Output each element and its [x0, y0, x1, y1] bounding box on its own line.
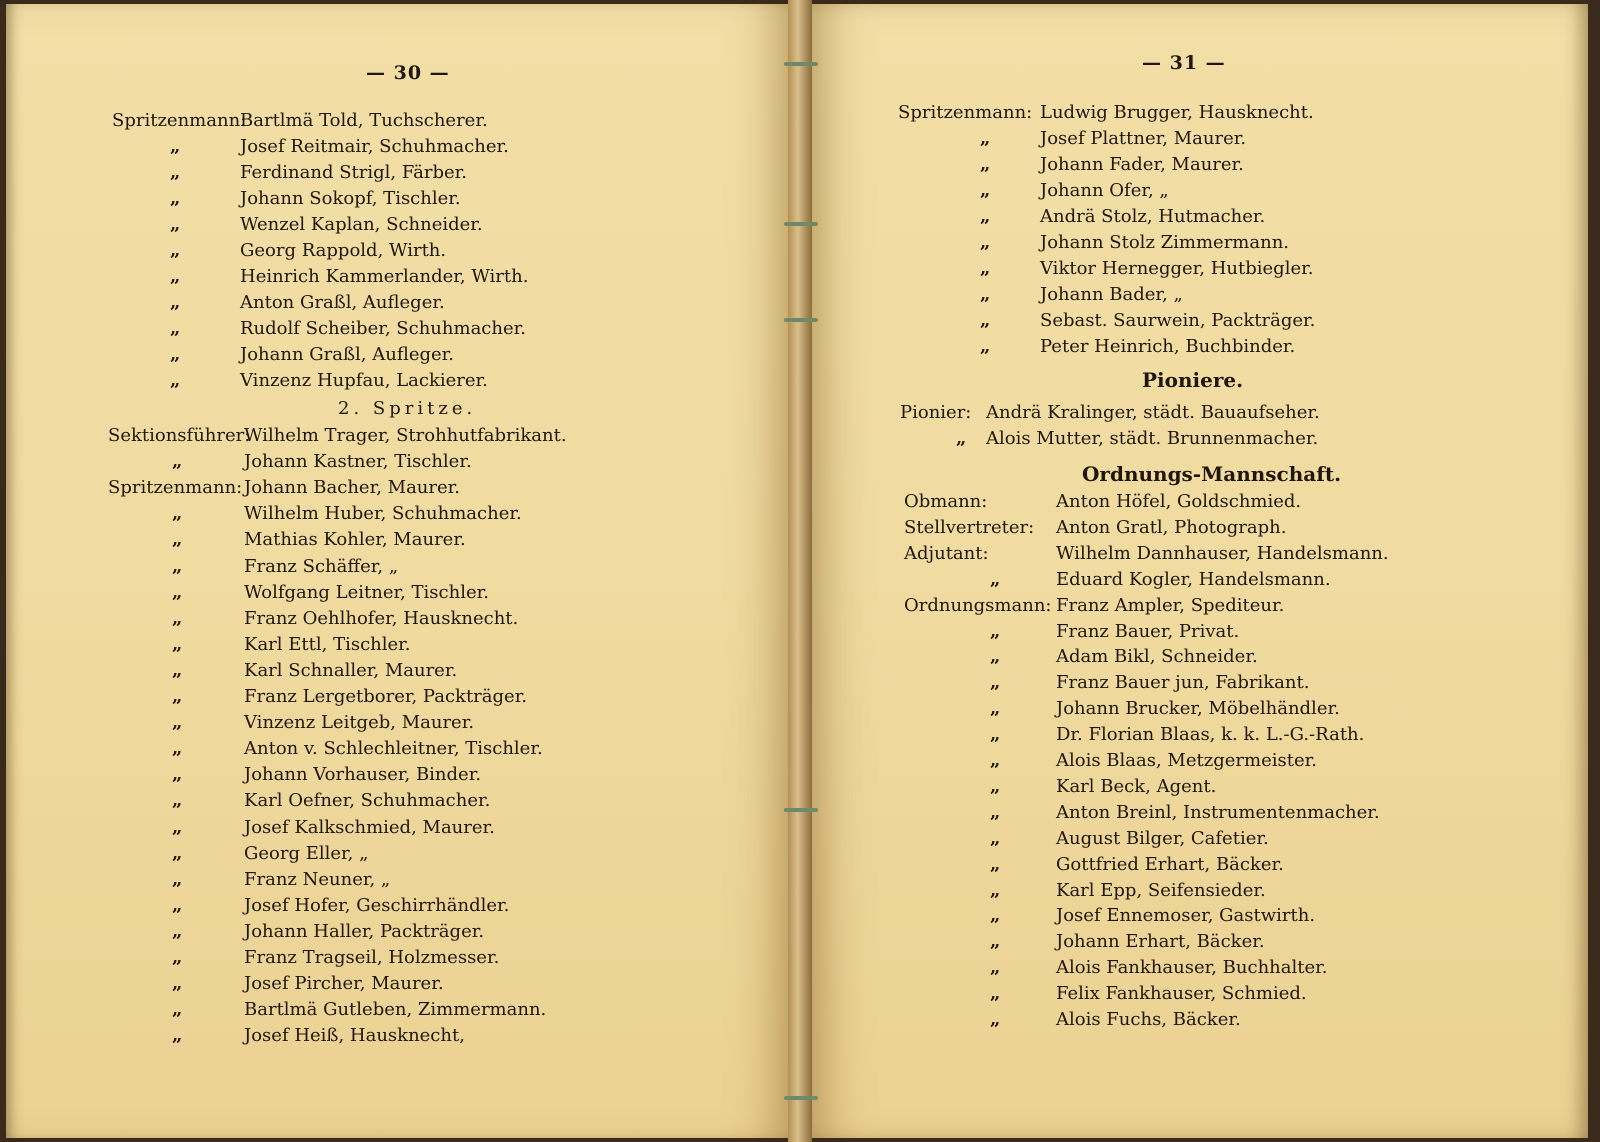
entry-name: Viktor Hernegger, Hutbiegler. — [1040, 258, 1314, 279]
entry-name: Johann Brucker, Möbelhändler. — [1056, 698, 1340, 720]
entry-name: Anton Höfel, Goldschmied. — [1056, 491, 1302, 512]
entry-name: Franz Bauer jun, Fabrikant. — [1056, 672, 1310, 694]
entry-role: „ — [170, 318, 181, 339]
entry-role: „ — [990, 750, 1001, 771]
entry-role: „ — [172, 607, 183, 629]
binding-stitch — [784, 808, 818, 812]
entry-role: „ — [980, 336, 991, 357]
entry-role: „ — [172, 1025, 183, 1047]
entry-name: August Bilger, Cafetier. — [1056, 827, 1269, 849]
entry-role: „ — [172, 816, 183, 838]
entry-name: Anton Graßl, Aufleger. — [240, 292, 445, 313]
entry-role: „ — [980, 258, 991, 279]
entry-name: Josef Heiß, Hausknecht, — [244, 1025, 465, 1047]
entry-role: „ — [170, 344, 181, 365]
entry-name: Johann Sokopf, Tischler. — [240, 188, 461, 209]
entry-role: Adjutant: — [904, 542, 989, 564]
entry-name: Josef Ennemoser, Gastwirth. — [1056, 905, 1316, 927]
entry-role: „ — [170, 188, 181, 209]
entry-role: Sektionsführer: — [108, 425, 251, 446]
entry-role: „ — [172, 973, 183, 995]
entry-role: „ — [980, 310, 991, 331]
entry-name: Anton Gratl, Photograph. — [1056, 516, 1287, 538]
entry-role: „ — [980, 206, 991, 227]
entry-name: Wilhelm Huber, Schuhmacher. — [244, 503, 522, 525]
entry-role: „ — [172, 999, 183, 1021]
entry-role: „ — [990, 983, 1001, 1005]
entry-role: „ — [990, 801, 1001, 823]
entry-name: Andrä Kralinger, städt. Bauaufseher. — [986, 402, 1320, 423]
entry-role: „ — [990, 698, 1001, 720]
entry-role: „ — [172, 947, 183, 968]
entry-role: „ — [172, 659, 183, 681]
entry-name: Johann Erhart, Bäcker. — [1056, 931, 1265, 953]
entry-name: Wolfgang Leitner, Tischler. — [244, 581, 489, 603]
entry-name: Johann Bacher, Maurer. — [244, 477, 460, 499]
entry-role: „ — [990, 646, 1001, 668]
binding-stitch — [784, 62, 818, 66]
entry-name: Johann Bader, „ — [1040, 284, 1183, 305]
entry-name: Wilhelm Trager, Strohhutfabrikant. — [244, 425, 567, 446]
entry-name: Franz Neuner, „ — [244, 868, 391, 890]
binding-stitch — [784, 1096, 818, 1100]
entry-role: „ — [980, 284, 991, 305]
entry-name: Bartlmä Gutleben, Zimmermann. — [244, 999, 547, 1021]
entry-name: Franz Ampler, Spediteur. — [1056, 594, 1285, 616]
entry-role: „ — [990, 879, 1001, 901]
entry-role: „ — [172, 555, 183, 577]
entry-name: Heinrich Kammerlander, Wirth. — [240, 266, 529, 287]
entry-name: Alois Fuchs, Bäcker. — [1056, 1009, 1241, 1030]
entry-role: „ — [990, 672, 1001, 694]
entry-name: Gottfried Erhart, Bäcker. — [1056, 853, 1284, 875]
entry-role: Pionier: — [900, 402, 972, 423]
entry-role: „ — [990, 905, 1001, 927]
entry-name: Josef Plattner, Maurer. — [1040, 128, 1247, 149]
entry-name: Karl Schnaller, Maurer. — [244, 659, 458, 681]
entry-role: „ — [170, 136, 181, 157]
entry-name: Vinzenz Hupfau, Lackierer. — [240, 370, 488, 391]
entry-role: „ — [990, 1009, 1001, 1030]
entry-name: Bartlmä Told, Tuchscherer. — [240, 110, 488, 131]
entry-role: „ — [170, 162, 181, 183]
entry-role: „ — [172, 790, 183, 812]
entry-role: „ — [172, 842, 183, 864]
page-number-right: — 31 — — [1142, 52, 1226, 74]
entry-name: Alois Blaas, Metzgermeister. — [1056, 750, 1317, 771]
entry-name: Sebast. Saurwein, Packträger. — [1040, 310, 1316, 331]
entry-role: „ — [172, 764, 183, 786]
entry-role: „ — [980, 128, 991, 149]
entry-role: Stellvertreter: — [904, 516, 1035, 538]
entry-name: Johann Stolz Zimmermann. — [1040, 232, 1290, 253]
entry-role: „ — [172, 712, 183, 734]
entry-name: Dr. Florian Blaas, k. k. L.-G.-Rath. — [1056, 724, 1365, 746]
entry-name: Wenzel Kaplan, Schneider. — [240, 214, 483, 235]
entry-role: „ — [990, 724, 1001, 746]
entry-name: Peter Heinrich, Buchbinder. — [1040, 336, 1296, 357]
page-number-left: — 30 — — [366, 62, 450, 84]
entry-name: Franz Lergetborer, Packträger. — [244, 686, 528, 707]
entry-role: „ — [170, 370, 181, 391]
entry-name: Franz Schäffer, „ — [244, 555, 399, 577]
entry-role: „ — [172, 920, 183, 942]
entry-name: Adam Bikl, Schneider. — [1056, 646, 1258, 668]
entry-name: Ferdinand Strigl, Färber. — [240, 162, 467, 183]
entry-role: Ordnungsmann: — [904, 594, 1052, 616]
entry-name: Vinzenz Leitgeb, Maurer. — [244, 712, 475, 734]
entry-role: „ — [980, 154, 991, 175]
entry-name: Josef Pircher, Maurer. — [244, 973, 444, 995]
entry-name: Georg Eller, „ — [244, 842, 369, 864]
entry-role: „ — [980, 180, 991, 201]
entry-role: „ — [172, 686, 183, 707]
entry-role: „ — [956, 428, 967, 449]
binding-stitch — [784, 318, 818, 322]
section-heading-2-spritze: 2. Spritze. — [338, 398, 477, 419]
entry-role: „ — [990, 827, 1001, 849]
entry-name: Rudolf Scheiber, Schuhmacher. — [240, 318, 526, 339]
entry-name: Johann Ofer, „ — [1040, 180, 1169, 201]
entry-name: Andrä Stolz, Hutmacher. — [1040, 206, 1266, 227]
entry-name: Eduard Kogler, Handelsmann. — [1056, 568, 1331, 590]
entry-role: „ — [172, 894, 183, 916]
entry-role: „ — [170, 214, 181, 235]
entry-role: Spritzenmann: — [112, 110, 247, 131]
entry-name: Josef Reitmair, Schuhmacher. — [240, 136, 509, 157]
entry-name: Johann Fader, Maurer. — [1040, 154, 1244, 175]
entry-role: „ — [990, 931, 1001, 953]
entry-role: „ — [172, 451, 183, 473]
entry-role: „ — [990, 568, 1001, 590]
entry-name: Franz Oehlhofer, Hausknecht. — [244, 607, 519, 629]
entry-name: Josef Kalkschmied, Maurer. — [244, 816, 495, 838]
entry-name: Josef Hofer, Geschirrhändler. — [244, 894, 510, 916]
entry-name: Georg Rappold, Wirth. — [240, 240, 447, 261]
entry-name: Franz Tragseil, Holzmesser. — [244, 947, 500, 968]
entry-name: Anton v. Schlechleitner, Tischler. — [244, 738, 543, 760]
entry-role: „ — [990, 620, 1001, 642]
entry-name: Alois Mutter, städt. Brunnenmacher. — [986, 428, 1319, 449]
entry-role: „ — [172, 738, 183, 760]
entry-role: Obmann: — [904, 491, 988, 512]
entry-name: Karl Ettl, Tischler. — [244, 633, 411, 655]
entry-name: Johann Graßl, Aufleger. — [240, 344, 454, 365]
entry-role: „ — [170, 240, 181, 261]
entry-name: Johann Haller, Packträger. — [244, 920, 485, 942]
entry-role: „ — [172, 633, 183, 655]
entry-name: Wilhelm Dannhauser, Handelsmann. — [1056, 542, 1389, 564]
entry-role: Spritzenmann: — [108, 477, 243, 499]
entry-role: „ — [172, 581, 183, 603]
entry-name: Alois Fankhauser, Buchhalter. — [1056, 957, 1328, 979]
book-gutter — [788, 0, 812, 1142]
section-heading-pioniere: Pioniere. — [1142, 368, 1244, 392]
entry-role: „ — [990, 853, 1001, 875]
entry-role: „ — [980, 232, 991, 253]
entry-role: „ — [170, 266, 181, 287]
section-heading-ordnungs-mannschaft: Ordnungs-Mannschaft. — [1082, 462, 1342, 486]
entry-name: Karl Epp, Seifensieder. — [1056, 879, 1266, 901]
entry-role: „ — [170, 292, 181, 313]
entry-name: Anton Breinl, Instrumentenmacher. — [1056, 801, 1380, 823]
entry-name: Johann Kastner, Tischler. — [244, 451, 472, 473]
entry-name: Mathias Kohler, Maurer. — [244, 529, 466, 551]
entry-role: „ — [990, 957, 1001, 979]
entry-role: „ — [172, 529, 183, 551]
entry-name: Karl Oefner, Schuhmacher. — [244, 790, 491, 812]
entry-name: Karl Beck, Agent. — [1056, 775, 1217, 797]
entry-name: Ludwig Brugger, Hausknecht. — [1040, 102, 1314, 123]
entry-role: „ — [172, 868, 183, 890]
entry-role: Spritzenmann: — [898, 102, 1033, 123]
entry-name: Johann Vorhauser, Binder. — [244, 764, 482, 786]
entry-name: Felix Fankhauser, Schmied. — [1056, 983, 1307, 1005]
binding-stitch — [784, 222, 818, 226]
entry-name: Franz Bauer, Privat. — [1056, 620, 1240, 642]
entry-role: „ — [990, 775, 1001, 797]
entry-role: „ — [172, 503, 183, 525]
